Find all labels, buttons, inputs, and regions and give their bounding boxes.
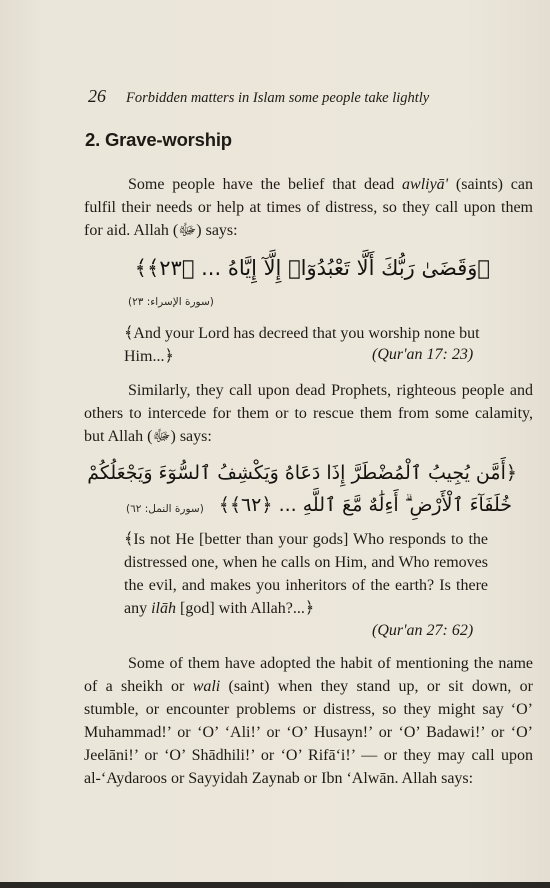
verse-2-citation: (Qur'an 27: 62) (372, 622, 474, 639)
paragraph-1-text-a: Some people have the belief that dead (128, 176, 403, 193)
page-bottom-edge (0, 882, 550, 888)
running-title: Forbidden matters in Islam some people take lightly (126, 90, 430, 106)
paragraph-2: Similarly, they call upon dead Prophets, righteous people and others to intercede for them or to rescue them from some calamity, but Allah (ﷻ) says: (84, 382, 533, 445)
term-awliya: awliyā' (402, 176, 449, 193)
verse-2-surah-ref: (سورة النمل: ٦٢) (126, 503, 204, 515)
verse-2-arabic-line-2: خُلَفَآءَ ٱلْأَرْضِ ۗ أَءِلَٰهٌ مَّعَ ٱللَّهِ ... ﴿٦٢﴾﴾ (218, 494, 512, 516)
verse-2-translation-b: [god] with Allah?...﴿ (176, 600, 315, 617)
section-title: 2. Grave-worship (85, 129, 232, 150)
verse-1-translation: ﴾And your Lord has decreed that you worship none but Him...﴿ (124, 325, 480, 365)
term-wali: wali (192, 678, 221, 695)
paragraph-1 (84, 173, 533, 242)
paragraph-1-text-b: (saints) can fulfil their needs or help at times of distress, so they call upon them for aid. Allah (ﷻ) says: (84, 176, 533, 239)
verse-2-arabic-line-1: ﴿أَمَّن يُجِيبُ ٱلْمُضْطَرَّ إِذَا دَعَاهُ وَيَكْشِفُ ٱلسُّوٓءَ وَيَجْعَلُكُمْ (87, 462, 517, 484)
verse-2-translation-a: ﴾Is not He [better than your gods] Who responds to the distressed one, when he calls on Him, and Who removes the evil, and makes you inheritors of the earth? Is there any (124, 531, 488, 617)
paragraph-3-text-b: (saint) when they stand up, or sit down, or stumble, or encounter problems or distress, so they might say ‘O’ Muhammad!’ or ‘O’ ‘Ali!’ or ‘O’ Husayn!’ or ‘O’ Badawi!’ or ‘O’ Jeelāni!’ or ‘O’ Shādhili!’ or ‘O’ Rifā‘i!’ — or they may call upon al-‘Aydaroos or Sayyidah Zaynab or Ibn ‘Alwān. Allah says: (84, 678, 534, 787)
verse-1-surah-ref: (سورة الإسراء: ٢٣) (128, 296, 214, 308)
running-header (88, 86, 429, 107)
verse-1-citation: (Qur'an 17: 23) (372, 346, 474, 363)
verse-2-translation (124, 528, 488, 620)
paragraph-3 (84, 652, 533, 790)
paragraph-3-text-a: Some of them have adopted the habit of mentioning the name of a sheikh or (84, 655, 533, 695)
page-number: 26 (88, 86, 106, 106)
term-ilah: ilāh (151, 600, 176, 617)
verse-1-arabic: ﴿وَقَضَىٰ رَبُّكَ أَلَّا تَعْبُدُوٓا۟ إِلَّآ إِيَّاهُ ... ﴿٢٣﴾﴾ (134, 256, 490, 280)
